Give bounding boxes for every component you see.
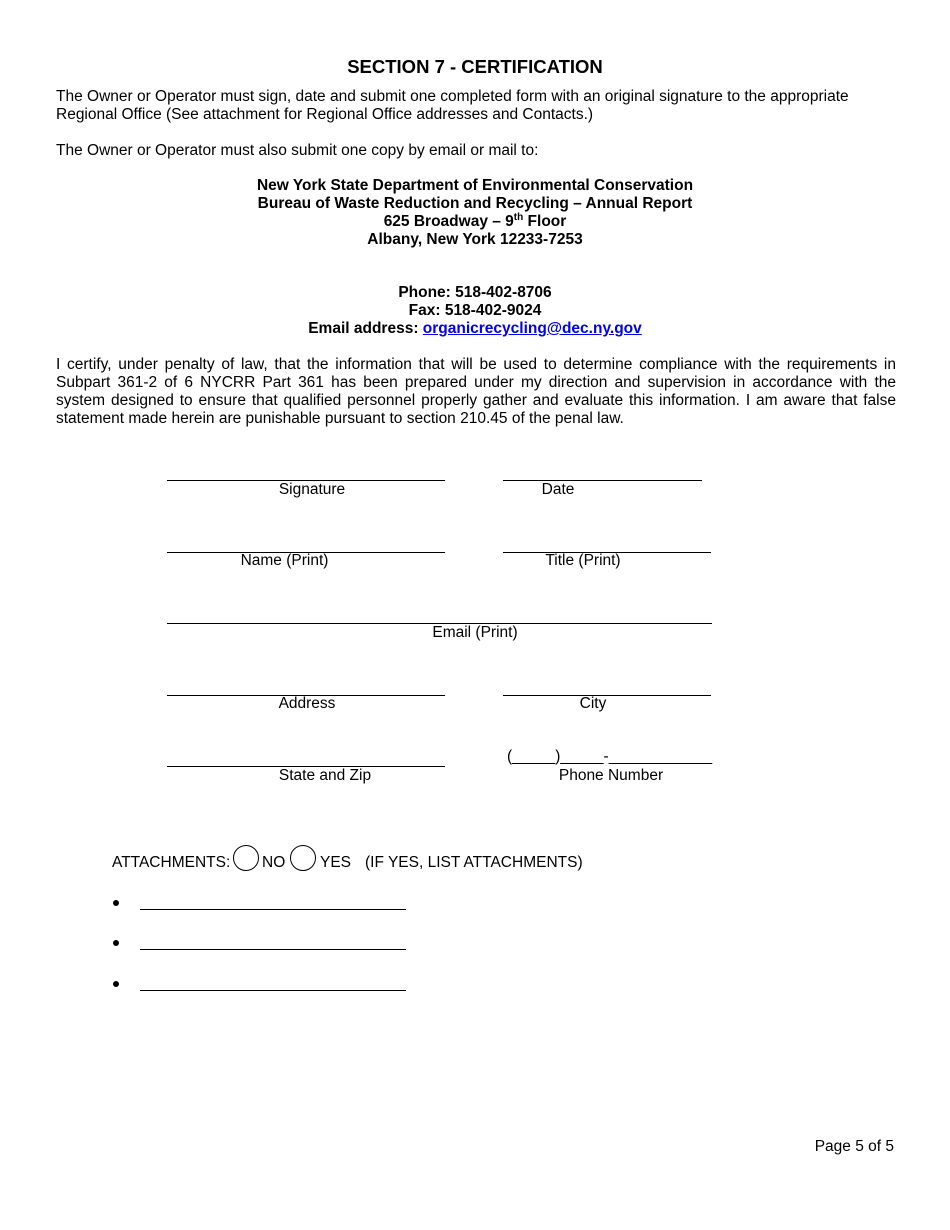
email-print-label: Email (Print) bbox=[432, 624, 518, 641]
yes-label: YES bbox=[320, 854, 352, 871]
page-number: Page 5 of 5 bbox=[814, 1138, 894, 1155]
intro-line-1: The Owner or Operator must sign, date and submit one completed form with an original signature to the appropriate bbox=[56, 88, 849, 105]
contact-email-row bbox=[0, 320, 950, 338]
no-label: NO bbox=[262, 854, 286, 871]
address-org: New York State Department of Environmental Conservation bbox=[256, 177, 694, 194]
city-label: City bbox=[579, 695, 607, 712]
state-zip-label: State and Zip bbox=[278, 767, 372, 784]
intro-paragraph bbox=[56, 88, 896, 124]
copy-instruction: The Owner or Operator must also submit one copy by email or mail to: bbox=[56, 142, 539, 159]
attachment-line-1[interactable] bbox=[140, 909, 406, 910]
phone-label: Phone Number bbox=[558, 767, 664, 784]
address-street: 625 Broadway – 9th Floor bbox=[383, 211, 567, 230]
attachments-label: ATTACHMENTS: bbox=[112, 854, 231, 871]
bullet-icon bbox=[113, 940, 119, 946]
contact-phone: Phone: 518-402-8706 bbox=[398, 284, 552, 301]
contact-block bbox=[0, 284, 950, 338]
email-link[interactable]: organicrecycling@dec.ny.gov bbox=[422, 320, 642, 337]
date-label: Date bbox=[541, 481, 575, 498]
address-city: Albany, New York 12233-7253 bbox=[367, 231, 583, 248]
yes-radio[interactable] bbox=[290, 845, 316, 871]
mailing-address bbox=[0, 177, 950, 249]
email-label: Email address: bbox=[308, 320, 423, 337]
section-title: SECTION 7 - CERTIFICATION bbox=[347, 56, 603, 77]
title-label: Title (Print) bbox=[545, 552, 621, 569]
attachments-note: (IF YES, LIST ATTACHMENTS) bbox=[365, 854, 583, 871]
attachment-line-3[interactable] bbox=[140, 990, 406, 991]
signature-label: Signature bbox=[278, 481, 346, 498]
name-label: Name (Print) bbox=[240, 552, 329, 569]
address-label: Address bbox=[278, 695, 336, 712]
certification-statement: I certify, under penalty of law, that the information that will be used to determine compliance with the requirements in Subpart 361-2 of 6 NYCRR Part 361 has been prepared under my direction and supervision in accordance with the system designed to ensure that qualified personnel properly gather and evaluate this information. I am aware that false statement made herein are punishable pursuant to section 210.45 of the penal law. bbox=[56, 356, 896, 427]
contact-fax: Fax: 518-402-9024 bbox=[408, 302, 542, 319]
attachment-line-2[interactable] bbox=[140, 949, 406, 950]
bullet-icon bbox=[113, 981, 119, 987]
phone-template[interactable]: (_____)_____-____________ bbox=[507, 748, 713, 765]
address-bureau: Bureau of Waste Reduction and Recycling – Annual Report bbox=[257, 195, 693, 212]
intro-line-2: Regional Office (See attachment for Regional Office addresses and Contacts.) bbox=[56, 106, 594, 123]
no-radio[interactable] bbox=[233, 845, 259, 871]
bullet-icon bbox=[113, 900, 119, 906]
